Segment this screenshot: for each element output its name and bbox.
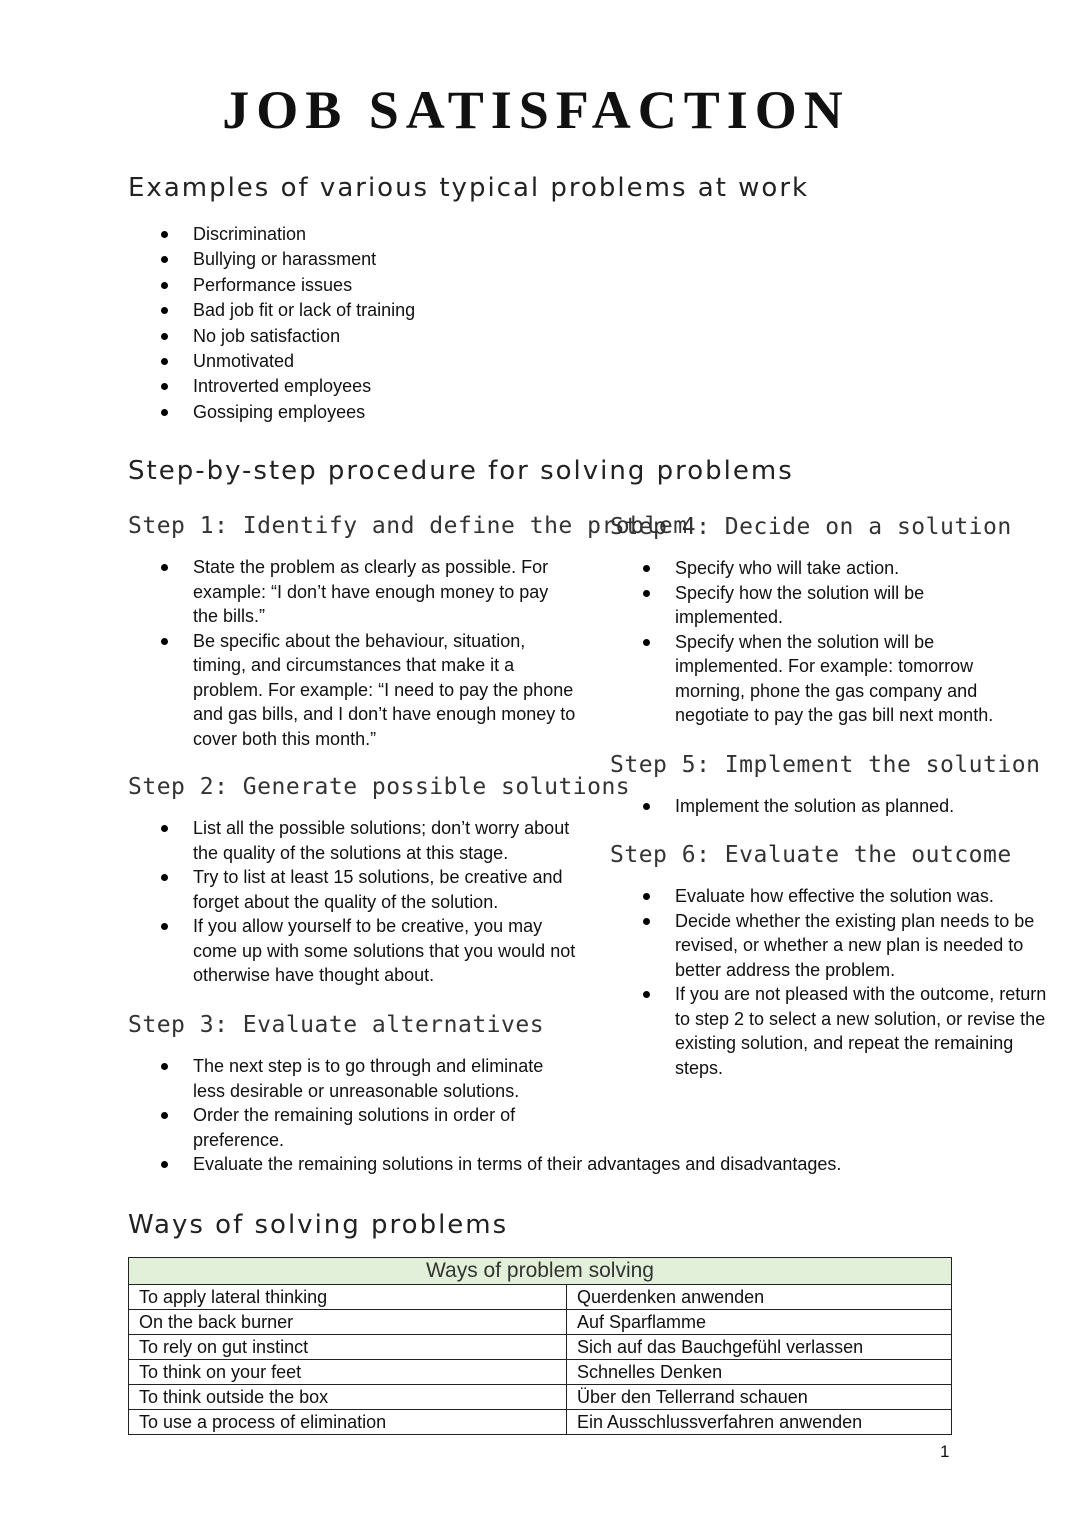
- step-1-list: [128, 555, 578, 751]
- list-item: State the problem as clearly as possible. For example: “I don’t have enough money to pay the bills.”: [128, 555, 578, 629]
- step-2-list: [128, 816, 583, 988]
- table-row: [129, 1310, 952, 1335]
- table-row: [129, 1285, 952, 1310]
- examples-list: [128, 222, 648, 425]
- list-item: Performance issues: [128, 273, 648, 298]
- table-cell-english: To think outside the box: [129, 1385, 567, 1410]
- table-caption-row: [129, 1258, 952, 1285]
- table-cell-german: Querdenken anwenden: [567, 1285, 952, 1310]
- list-item: No job satisfaction: [128, 324, 648, 349]
- table-cell-german: Über den Tellerrand schauen: [567, 1385, 952, 1410]
- step-4-list: [610, 556, 1022, 728]
- step-5-heading: Step 5: Implement the solution: [610, 752, 1041, 778]
- list-item: Discrimination: [128, 222, 648, 247]
- table-cell-english: To rely on gut instinct: [129, 1335, 567, 1360]
- list-item: Gossiping employees: [128, 400, 648, 425]
- page-title: JOB SATISFACTION: [222, 80, 850, 140]
- table-cell-english: To apply lateral thinking: [129, 1285, 567, 1310]
- list-item: Bad job fit or lack of training: [128, 298, 648, 323]
- list-item: Implement the solution as planned.: [610, 794, 1040, 819]
- table-cell-english: To use a process of elimination: [129, 1410, 567, 1435]
- table-cell-german: Sich auf das Bauchgefühl verlassen: [567, 1335, 952, 1360]
- table-caption: Ways of problem solving: [129, 1258, 952, 1285]
- ways-heading: Ways of solving problems: [128, 1210, 509, 1240]
- page-number: 1: [940, 1442, 950, 1461]
- step-5-list: [610, 794, 1040, 819]
- step-6-list: [610, 884, 1050, 1080]
- list-item: If you allow yourself to be creative, you may come up with some solutions that you would not otherwise have thought about.: [128, 914, 583, 988]
- ways-table: [128, 1257, 952, 1435]
- list-item: If you are not pleased with the outcome, return to step 2 to select a new solution, or revise the existing solution, and repeat the remaining steps.: [610, 982, 1050, 1080]
- table-row: [129, 1360, 952, 1385]
- step-6-heading: Step 6: Evaluate the outcome: [610, 842, 1012, 868]
- table-row: [129, 1335, 952, 1360]
- step-4-heading: Step 4: Decide on a solution: [610, 514, 1012, 540]
- table-cell-german: Auf Sparflamme: [567, 1310, 952, 1335]
- list-item: The next step is to go through and eliminate less desirable or unreasonable solutions.: [128, 1054, 573, 1103]
- list-item: Specify who will take action.: [610, 556, 1022, 581]
- list-item: Bullying or harassment: [128, 247, 648, 272]
- list-item: Evaluate the remaining solutions in terms of their advantages and disadvantages.: [128, 1152, 993, 1177]
- list-item: Try to list at least 15 solutions, be creative and forget about the quality of the solution.: [128, 865, 583, 914]
- table-row: [129, 1385, 952, 1410]
- procedure-heading: Step-by-step procedure for solving problems: [128, 456, 794, 486]
- list-item: Evaluate how effective the solution was.: [610, 884, 1050, 909]
- table-row: [129, 1410, 952, 1435]
- step-1-heading: Step 1: Identify and define the problem: [128, 513, 688, 539]
- list-item: Order the remaining solutions in order of preference.: [128, 1103, 573, 1152]
- list-item: Introverted employees: [128, 374, 648, 399]
- list-item: Unmotivated: [128, 349, 648, 374]
- table-cell-german: Schnelles Denken: [567, 1360, 952, 1385]
- examples-heading: Examples of various typical problems at work: [128, 173, 810, 203]
- list-item: Be specific about the behaviour, situation, timing, and circumstances that make it a problem. For example: “I need to pay the phone and gas bills, and I don’t have enough money to cover both this month.”: [128, 629, 578, 752]
- table-cell-english: On the back burner: [129, 1310, 567, 1335]
- list-item: Specify how the solution will be implemented.: [610, 581, 1022, 630]
- step-2-heading: Step 2: Generate possible solutions: [128, 774, 631, 800]
- table-cell-english: To think on your feet: [129, 1360, 567, 1385]
- table-cell-german: Ein Ausschlussverfahren anwenden: [567, 1410, 952, 1435]
- step-3-heading: Step 3: Evaluate alternatives: [128, 1012, 545, 1038]
- list-item: List all the possible solutions; don’t worry about the quality of the solutions at this stage.: [128, 816, 583, 865]
- list-item: Decide whether the existing plan needs to be revised, or whether a new plan is needed to better address the problem.: [610, 909, 1050, 983]
- step-3-list: [128, 1054, 842, 1177]
- list-item: Specify when the solution will be implemented. For example: tomorrow morning, phone the gas company and negotiate to pay the gas bill next month.: [610, 630, 1022, 728]
